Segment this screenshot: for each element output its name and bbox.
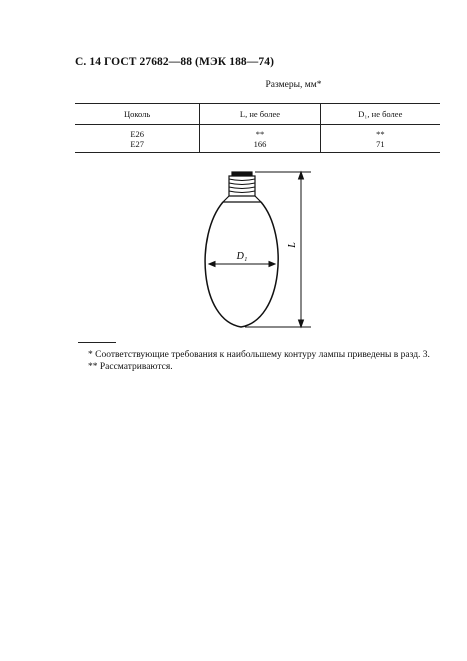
lamp-base <box>223 172 261 202</box>
footnote-1: * Соответствующие требования к наибольшему контуру лампы приведены в разд. 3. <box>88 350 430 360</box>
table-row <box>75 125 440 140</box>
diameter-dimension <box>209 262 275 267</box>
page-header: С. 14 ГОСТ 27682—88 (МЭК 188—74) <box>75 56 274 68</box>
dimensions-table <box>75 103 440 153</box>
table-row <box>75 139 440 153</box>
lamp-drawing <box>195 160 325 335</box>
table-header-row <box>75 104 440 125</box>
table-cell: 166 <box>200 139 320 153</box>
table-cell: E27 <box>75 139 200 153</box>
length-label: L <box>287 242 298 248</box>
table-cell: E26 <box>130 129 145 139</box>
table-cell: 71 <box>320 139 440 153</box>
table-cell: ** <box>320 125 440 140</box>
diameter-label: D₁ <box>236 251 248 262</box>
table-cell: ** <box>200 125 320 140</box>
footnotes <box>78 342 443 373</box>
footnote-2: ** Рассматриваются. <box>88 362 173 372</box>
table-caption-text: Размеры, мм* <box>265 80 322 90</box>
column-header-base: Цоколь <box>75 104 200 125</box>
length-dimension <box>299 172 304 327</box>
column-header-length: L, не более <box>200 104 320 125</box>
column-header-diameter: D₁, не более <box>320 104 440 125</box>
footnote-separator <box>78 342 116 343</box>
table-caption <box>0 80 467 90</box>
